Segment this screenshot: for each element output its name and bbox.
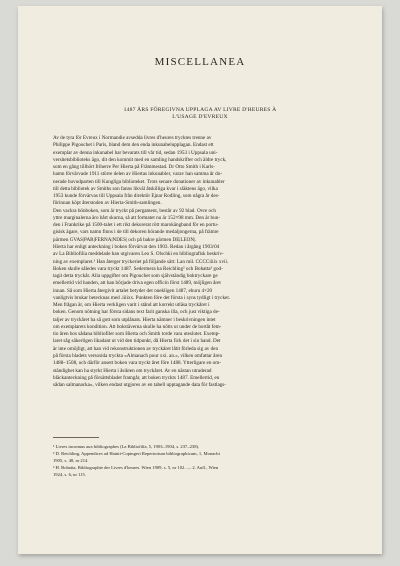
body-text-line: på första bladets versosida tryckta »Almanach pour xxi. an.», vilken omfattar åren <box>53 352 223 359</box>
body-text-line: till detta bibliotek av Smiths son fanns likväl åtskilliga kvar i släktens ägo, vilka <box>53 185 218 192</box>
body-text-line: laret såg säkerligen likadant ut vid den tidpunkt, då Hierta fick det i sin hand. Det <box>53 338 221 345</box>
body-text-line: hamn förvärvade 1911 större delen av Hiertas inkunabler, varav han samma år do- <box>53 171 223 178</box>
subtitle-line: 1487 ÅRS FÖREGIVNA UPPLAGA AV LIVRE D'HEURES À <box>123 107 277 113</box>
body-text-line: gisisk ägare, vars namn finns i de till dekoren hörande medaljongerna, på främre <box>53 229 219 236</box>
body-text-line: som en gång tillhört friherre Per Hierta på Främmestad. Dr Otto Smith i Karls- <box>53 164 215 171</box>
footnote-line: 1924, s. 6, nr 115. <box>53 472 87 478</box>
body-text-line: tagit detta tryckår. Alla uppgifter om Pigouchet som självständig boktryckare ge <box>53 273 218 280</box>
body-text-line: innan. Så som Hierta återgivit artalet betyder det onekligen 1487, ehuru 4×20 <box>53 287 213 294</box>
footnote-line: 1905, s. 48, nr 214. <box>53 458 89 464</box>
body-text-line: exemplar av denna inkunabel har bevarats till vår tid, sedan 1953 i Uppsala uni- <box>53 149 218 156</box>
subtitle-line: L'USAGE D'EVREUX <box>172 114 228 121</box>
footnotes <box>53 443 347 478</box>
body-text-line: 1953 kunde förvärvas till Uppsala från direktör Ejnar Rodling, som några år des- <box>53 193 220 200</box>
body-text-line: 1488–1508, och därför ansett boken vara tryckt året före 1488. Ytterligare en om- <box>53 360 221 367</box>
body-text-line: om exemplarets kondition. Att bokstäverna skulle ha nötts ut under de bortåt fem- <box>53 323 222 330</box>
paper-sheet <box>18 6 382 554</box>
body-text-line: nerade huvudparten till Kungliga biblioteket. Trots senare donationer av inkunabler <box>53 178 225 185</box>
body-text-line: versitetsbiblioteks ägo, dit den kommit med en samling handskrifter och äldre tryck, <box>53 156 227 163</box>
body-text-line: Den vackra bönboken, som är tryckt på pergament, består av 92 blad. Övre och <box>53 207 216 214</box>
body-text-line: Av de tyra för Evreux i Normandie avsedda livres d'heures trycktes trenne av <box>53 135 212 141</box>
footnote-line: ³ H. Bohatta, Bibliographie der Livres d'heures. Wien 1909, s. 5, nr 102. — 2. Aufl., Wien <box>53 465 219 471</box>
body-text-line: den i Frankrike på 1500-talet i ett rikt dekorerat rött marokängband för en portu- <box>53 222 219 229</box>
body-text-line: ständighet kan ha styrkt Hierta i åsikten om tryckåret. Av en nästan utraderad <box>53 367 212 374</box>
body-text-line: Boken skulle således vara tryckt 1487. Sedermera ha Reichling² och Bohatta³ god- <box>53 265 223 272</box>
body-text-line: av La Bibliofilía meddelade han utgivaren Leo S. Olschki en bibliografisk beskriv- <box>53 251 224 258</box>
body-text-line: yttre marginalerna äro hårt skurna, så att formatet nu är 152×98 mm. Den är bun- <box>53 214 220 221</box>
footnote-rule <box>53 437 99 438</box>
body-text-line: tio åren hos sådana bibliofiler som Hierta och Smith torde vara uteslutet. Exemp- <box>53 331 220 338</box>
body-text-line: bläckanteckning på försättsbladet framgår, att boken tryckts 1487. Emellertid, en <box>53 374 220 381</box>
body-text-line: taljer av tryckåret ha så gott som utplånats. Hierta nämner i beskrivningen intet <box>53 316 216 323</box>
footnote-line: ¹ Livres inconnus aux bibliographes (La Bibliofilía, 5, 1903–1904, s. 237–238). <box>53 444 200 449</box>
footnote-line: ² D. Reichling, Appendices ad Hainii-Copingeri Repertorium bibliographicum, 1, Monachi <box>53 451 220 457</box>
body-text-line: Hierta har enligt anteckning i boken förvärvat den 1903. Redan i årgång 1903/04 <box>53 243 220 250</box>
page-title: MISCELLANEA <box>154 56 246 68</box>
body-text-line: sådan salmanacka», vilken endast utgjores av en tabell upptagande data för fastlags- <box>53 382 227 389</box>
body-text-line: ning av exemplaret.¹ Han återger tryckeriet på följande sätt: Lan mil. CCCCiiiix xvii. <box>53 258 229 265</box>
article-body <box>53 135 347 389</box>
body-text-line: boken. Genom nötning har första sidans text farit ganska illa, och just viktiga de- <box>53 309 220 316</box>
body-text-line: vanligtvis brukar betecknas med .iiiixx. Punkten före det första i syns tydligt i trycket. <box>53 294 231 301</box>
article-subtitle <box>78 107 322 121</box>
body-text-line: är inte omöjligt, att han vid rekonstruktionen av tryckåret låtit förleda sig av den <box>53 345 219 352</box>
body-text-line: förinnan köpt återstoden av Hierta-Smith-samlingen. <box>53 200 162 207</box>
body-text-line: pärmen GVAS|PAR|FERNA|NDES| och på bakre pärmen DE|LEON|. <box>53 236 197 243</box>
body-text-line: Men frågan är, om Hierta verkligen varit i stånd att korrekt utläsa tryckåret i <box>53 302 210 309</box>
body-text-line: emellertid vid handen, att han började driva egen officin först 1489, möjligen året <box>53 280 221 287</box>
body-text-line: Philippe Pigouchet i Paris, bland dem den enda inkunabelupplagan. Endast ett <box>53 142 214 149</box>
